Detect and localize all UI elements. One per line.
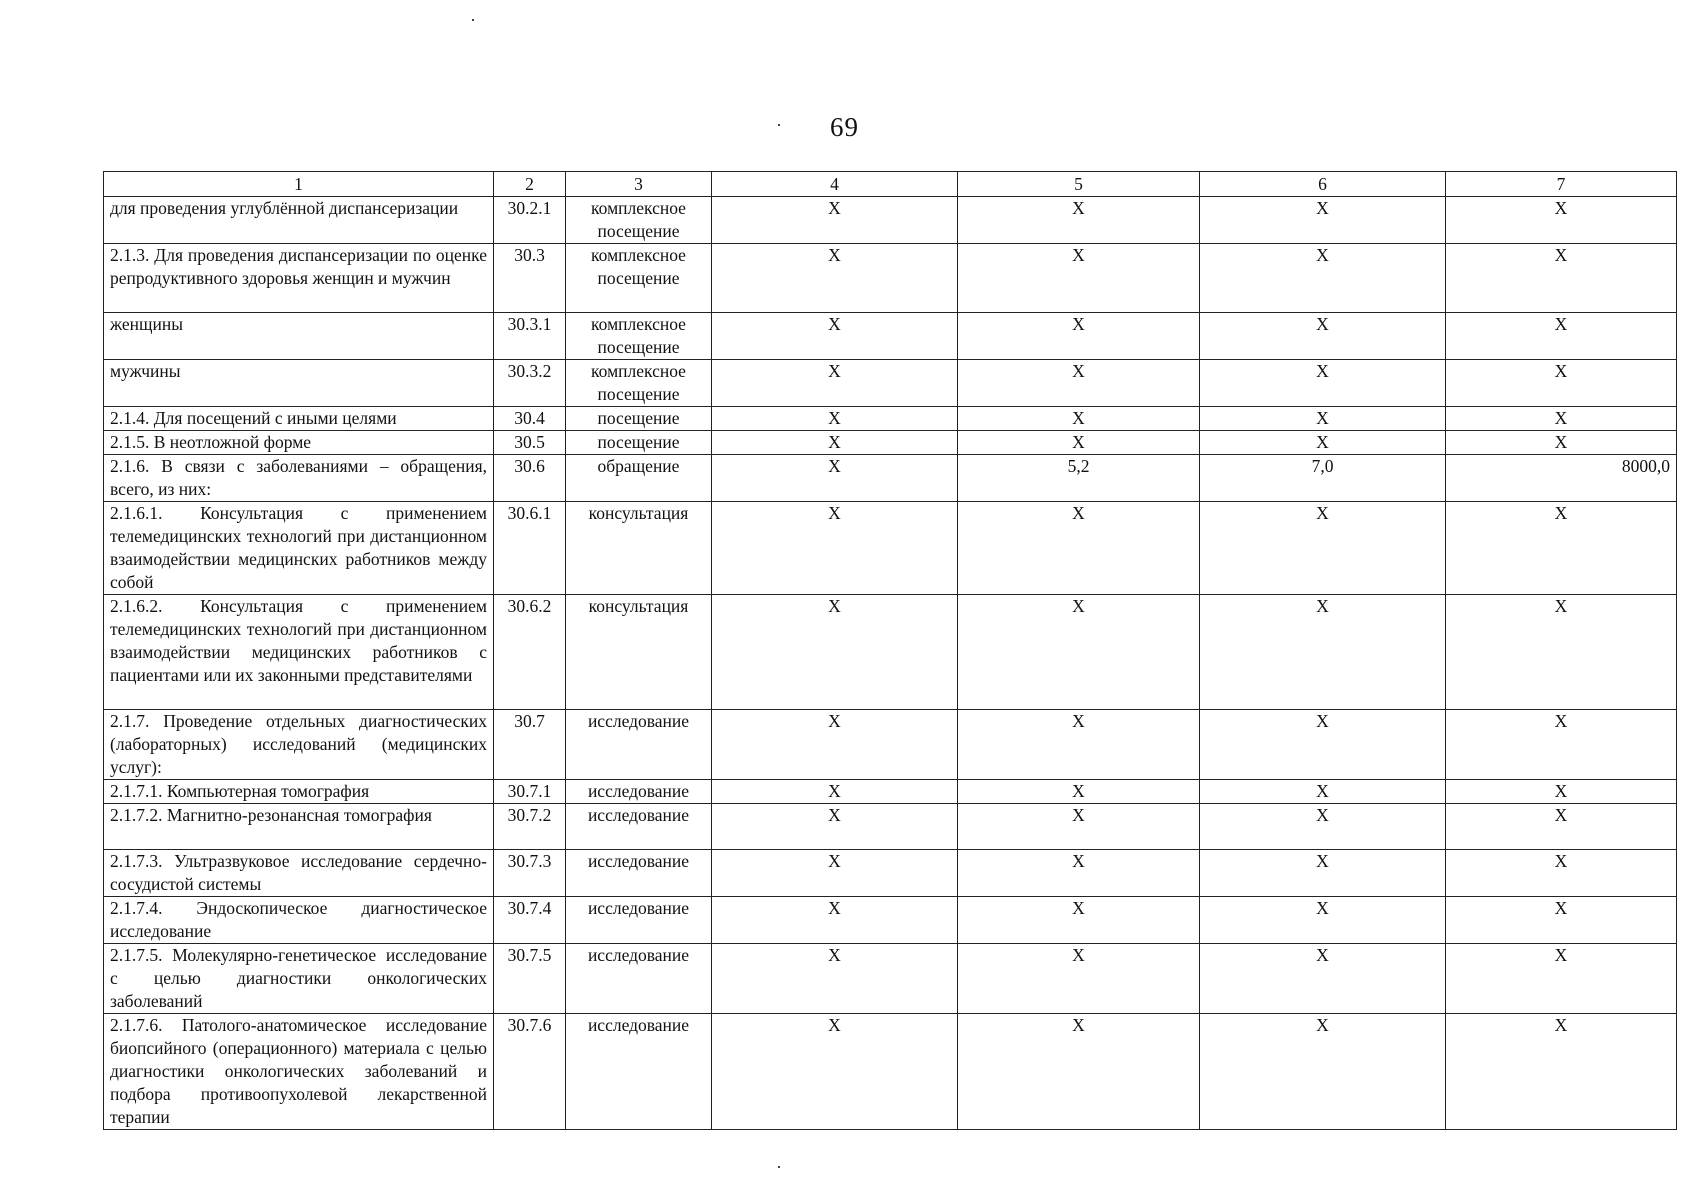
column-5-cell: X [958,1014,1200,1130]
column-7-cell: X [1446,944,1677,1014]
table-row [104,850,1677,897]
table-row [104,407,1677,431]
unit-cell: посещение [566,431,712,455]
indicator-name-cell: 2.1.6. В связи с заболеваниями – обращения, всего, из них: [104,455,494,502]
table-row [104,197,1677,244]
column-7-cell: X [1446,780,1677,804]
column-4-cell: X [712,407,958,431]
column-7-cell: X [1446,360,1677,407]
column-7-cell: 8000,0 [1446,455,1677,502]
row-code-cell: 30.7.6 [494,1014,566,1130]
column-5-cell: X [958,197,1200,244]
row-code-cell: 30.5 [494,431,566,455]
column-7-cell: X [1446,431,1677,455]
column-6-cell: X [1200,780,1446,804]
unit-cell: исследование [566,897,712,944]
column-4-cell: X [712,502,958,595]
column-header: 1 [104,172,494,197]
row-code-cell: 30.6 [494,455,566,502]
column-4-cell: X [712,360,958,407]
column-5-cell: X [958,804,1200,850]
row-code-cell: 30.6.1 [494,502,566,595]
table-body [104,172,1677,1130]
row-code-cell: 30.3 [494,244,566,313]
column-5-cell: X [958,407,1200,431]
unit-cell: комплексное посещение [566,197,712,244]
row-code-cell: 30.7.2 [494,804,566,850]
indicator-name-cell: 2.1.7.4. Эндоскопическое диагностическое исследование [104,897,494,944]
unit-cell: комплексное посещение [566,313,712,360]
row-code-cell: 30.4 [494,407,566,431]
table-header-row [104,172,1677,197]
indicator-name-cell: 2.1.7.3. Ультразвуковое исследование сердечно-сосудистой системы [104,850,494,897]
column-4-cell: X [712,850,958,897]
column-6-cell: X [1200,407,1446,431]
unit-cell: исследование [566,780,712,804]
column-5-cell: X [958,897,1200,944]
table-row [104,313,1677,360]
row-code-cell: 30.7.4 [494,897,566,944]
row-code-cell: 30.7.1 [494,780,566,804]
column-7-cell: X [1446,710,1677,780]
table-row [104,595,1677,710]
table-row [104,710,1677,780]
column-7-cell: X [1446,197,1677,244]
column-5-cell: X [958,850,1200,897]
column-7-cell: X [1446,897,1677,944]
column-4-cell: X [712,313,958,360]
column-6-cell: X [1200,944,1446,1014]
column-4-cell: X [712,595,958,710]
column-4-cell: X [712,944,958,1014]
column-6-cell: X [1200,360,1446,407]
table-row [104,944,1677,1014]
column-5-cell: X [958,710,1200,780]
scan-speck [778,124,780,126]
column-5-cell: X [958,780,1200,804]
unit-cell: исследование [566,944,712,1014]
unit-cell: консультация [566,502,712,595]
column-5-cell: X [958,431,1200,455]
column-7-cell: X [1446,313,1677,360]
indicator-name-cell: 2.1.7.5. Молекулярно-генетическое исследование с целью диагностики онкологических заболеваний [104,944,494,1014]
column-6-cell: X [1200,1014,1446,1130]
column-4-cell: X [712,804,958,850]
column-7-cell: X [1446,804,1677,850]
column-6-cell: X [1200,244,1446,313]
row-code-cell: 30.7.3 [494,850,566,897]
column-6-cell: X [1200,710,1446,780]
column-7-cell: X [1446,595,1677,710]
indicator-name-cell: 2.1.7. Проведение отдельных диагностических (лабораторных) исследований (медицинских услуг): [104,710,494,780]
column-header: 5 [958,172,1200,197]
scan-speck [778,1166,780,1168]
table-row [104,804,1677,850]
unit-cell: обращение [566,455,712,502]
column-4-cell: X [712,780,958,804]
column-4-cell: X [712,455,958,502]
column-6-cell: X [1200,197,1446,244]
indicator-name-cell: 2.1.4. Для посещений с иными целями [104,407,494,431]
indicators-table [103,171,1677,1130]
indicator-name-cell: женщины [104,313,494,360]
indicator-name-cell: мужчины [104,360,494,407]
column-6-cell: X [1200,804,1446,850]
column-4-cell: X [712,431,958,455]
column-6-cell: X [1200,850,1446,897]
column-7-cell: X [1446,244,1677,313]
row-code-cell: 30.6.2 [494,595,566,710]
column-header: 4 [712,172,958,197]
column-4-cell: X [712,244,958,313]
indicator-name-cell: 2.1.7.6. Патолого-анатомическое исследование биопсийного (операционного) материала с целью диагностики онкологических заболеваний и подбора противоопухолевой лекарственной терапии [104,1014,494,1130]
table-row [104,431,1677,455]
column-6-cell: X [1200,897,1446,944]
column-4-cell: X [712,1014,958,1130]
unit-cell: исследование [566,804,712,850]
table-row [104,1014,1677,1130]
indicator-name-cell: 2.1.6.2. Консультация с применением телемедицинских технологий при дистанционном взаимодействии медицинских работников с пациентами или их законными представителями [104,595,494,710]
table-row [104,360,1677,407]
column-header: 7 [1446,172,1677,197]
column-6-cell: X [1200,313,1446,360]
unit-cell: исследование [566,1014,712,1130]
row-code-cell: 30.3.2 [494,360,566,407]
column-5-cell: 5,2 [958,455,1200,502]
row-code-cell: 30.7 [494,710,566,780]
column-7-cell: X [1446,1014,1677,1130]
column-7-cell: X [1446,407,1677,431]
table-row [104,455,1677,502]
indicator-name-cell: 2.1.7.2. Магнитно-резонансная томография [104,804,494,850]
indicator-name-cell: для проведения углублённой диспансеризации [104,197,494,244]
column-5-cell: X [958,595,1200,710]
column-5-cell: X [958,244,1200,313]
unit-cell: комплексное посещение [566,244,712,313]
column-7-cell: X [1446,502,1677,595]
unit-cell: исследование [566,850,712,897]
column-7-cell: X [1446,850,1677,897]
column-6-cell: X [1200,502,1446,595]
column-5-cell: X [958,313,1200,360]
unit-cell: консультация [566,595,712,710]
page-number: 69 [830,112,859,142]
column-5-cell: X [958,502,1200,595]
unit-cell: исследование [566,710,712,780]
row-code-cell: 30.2.1 [494,197,566,244]
column-4-cell: X [712,710,958,780]
column-6-cell: 7,0 [1200,455,1446,502]
unit-cell: комплексное посещение [566,360,712,407]
table-row [104,897,1677,944]
table-row [104,502,1677,595]
indicator-name-cell: 2.1.7.1. Компьютерная томография [104,780,494,804]
column-4-cell: X [712,197,958,244]
column-5-cell: X [958,360,1200,407]
column-6-cell: X [1200,595,1446,710]
table-row [104,780,1677,804]
column-5-cell: X [958,944,1200,1014]
indicator-name-cell: 2.1.6.1. Консультация с применением телемедицинских технологий при дистанционном взаимодействии медицинских работников между собой [104,502,494,595]
column-header: 2 [494,172,566,197]
column-header: 3 [566,172,712,197]
row-code-cell: 30.3.1 [494,313,566,360]
scan-speck [472,19,474,21]
indicator-name-cell: 2.1.5. В неотложной форме [104,431,494,455]
indicator-name-cell: 2.1.3. Для проведения диспансеризации по оценке репродуктивного здоровья женщин и мужчин [104,244,494,313]
column-6-cell: X [1200,431,1446,455]
column-4-cell: X [712,897,958,944]
column-header: 6 [1200,172,1446,197]
table-row [104,244,1677,313]
unit-cell: посещение [566,407,712,431]
row-code-cell: 30.7.5 [494,944,566,1014]
